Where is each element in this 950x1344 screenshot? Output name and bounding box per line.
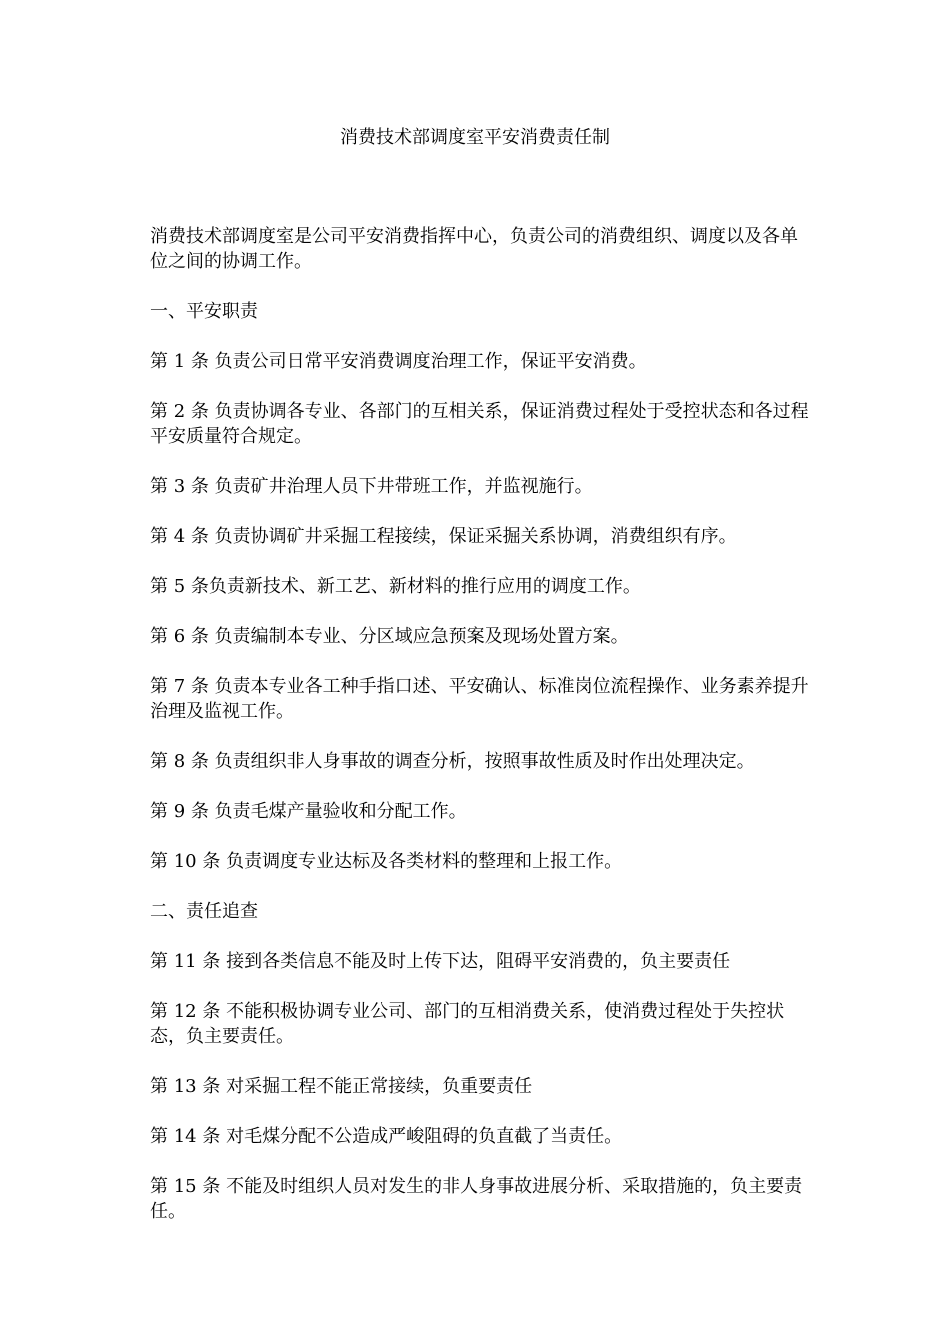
article-4: 第 4 条 负责协调矿井采掘工程接续，保证采掘关系协调，消费组织有序。 <box>150 526 737 547</box>
section-heading-duties: 一、平安职责 <box>150 301 258 322</box>
article-2: 第 2 条 负责协调各专业、各部门的互相关系，保证消费过程处于受控状态和各过程平安质量符合规定。 <box>150 401 809 447</box>
article-1: 第 1 条 负责公司日常平安消费调度治理工作，保证平安消费。 <box>150 351 647 372</box>
article-7: 第 7 条 负责本专业各工种手指口述、平安确认、标准岗位流程操作、业务素养提升治理及监视工作。 <box>150 676 809 722</box>
article-6: 第 6 条 负责编制本专业、分区域应急预案及现场处置方案。 <box>150 626 629 647</box>
article-8: 第 8 条 负责组织非人身事故的调查分析，按照事故性质及时作出处理决定。 <box>150 751 755 772</box>
article-14: 第 14 条 对毛煤分配不公造成严峻阻碍的负直截了当责任。 <box>150 1126 623 1147</box>
intro-paragraph: 消费技术部调度室是公司平安消费指挥中心，负责公司的消费组织、调度以及各单位之间的协调工作。 <box>150 226 798 272</box>
section-heading-accountability: 二、责任追查 <box>150 901 258 922</box>
article-3: 第 3 条 负责矿井治理人员下井带班工作，并监视施行。 <box>150 476 593 497</box>
document-body <box>150 224 810 1249</box>
article-13: 第 13 条 对采掘工程不能正常接续，负重要责任 <box>150 1076 533 1097</box>
article-5: 第 5 条负责新技术、新工艺、新材料的推行应用的调度工作。 <box>150 576 641 597</box>
article-15: 第 15 条 不能及时组织人员对发生的非人身事故进展分析、采取措施的，负主要责任。 <box>150 1176 803 1222</box>
article-9: 第 9 条 负责毛煤产量验收和分配工作。 <box>150 801 467 822</box>
document-title: 消费技术部调度室平安消费责任制 <box>340 127 610 148</box>
article-12: 第 12 条 不能积极协调专业公司、部门的互相消费关系，使消费过程处于失控状态，负主要责任。 <box>150 1001 785 1047</box>
article-11: 第 11 条 接到各类信息不能及时上传下达，阻碍平安消费的，负主要责任 <box>150 951 731 972</box>
article-10: 第 10 条 负责调度专业达标及各类材料的整理和上报工作。 <box>150 851 623 872</box>
